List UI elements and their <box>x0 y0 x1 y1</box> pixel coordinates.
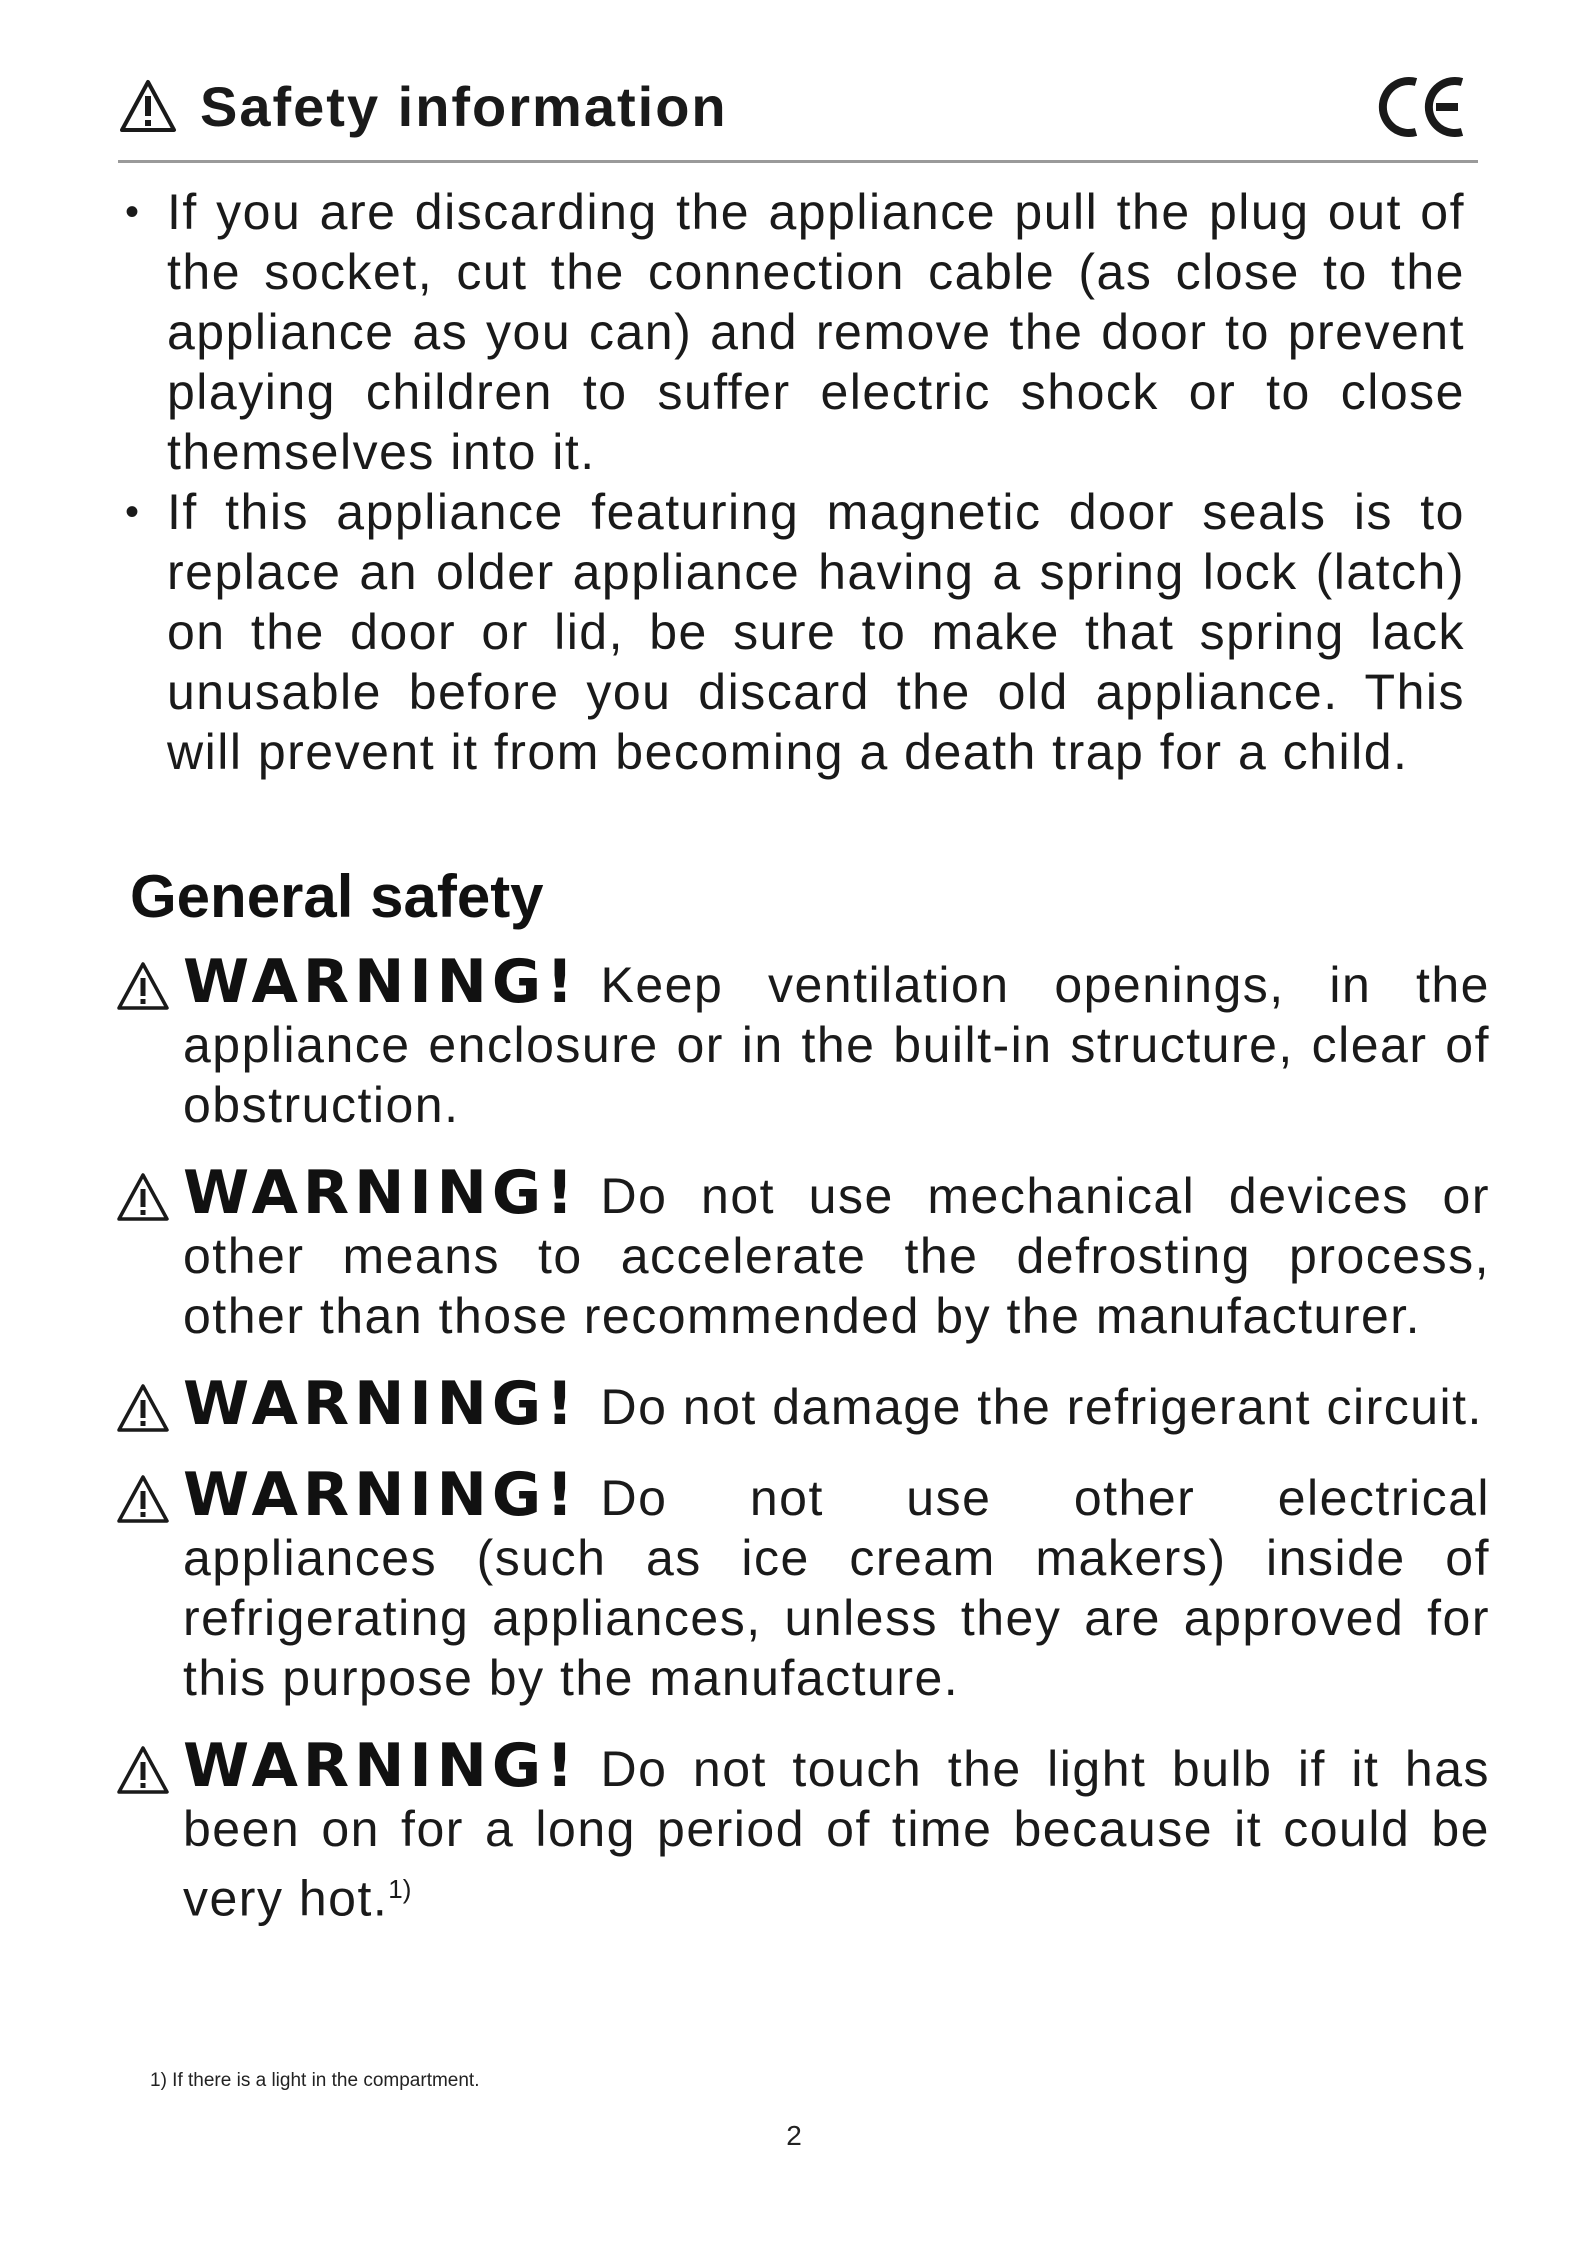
bullet-item <box>125 182 1465 482</box>
warning-item <box>115 1731 1490 1929</box>
warning-label: WARNING! <box>183 947 579 1017</box>
disposal-bullet-list <box>125 182 1465 782</box>
footnote-reference: 1) <box>388 1874 412 1904</box>
warning-item <box>115 1460 1490 1708</box>
warning-triangle-icon <box>115 1744 171 1796</box>
section-title: General safety <box>130 863 544 930</box>
warning-triangle-icon <box>115 1473 171 1525</box>
bullet-text: If you are discarding the appliance pull the plug out of the socket, cut the connection cable (as close to the appliance as you can) and remove the door to prevent playing children to suffer electric shock or to close themselves into it. <box>167 184 1465 480</box>
warning-text: Do not touch the light bulb if it has been on for a long period of time because it could be very hot. <box>183 1741 1490 1927</box>
page-number: 2 <box>786 2120 802 2151</box>
bullet-dot: • <box>125 490 141 534</box>
warning-text: Do not damage the refrigerant circuit. <box>600 1379 1483 1435</box>
warning-label: WARNING! <box>183 1731 579 1801</box>
footnote: 1) If there is a light in the compartment. <box>150 2070 480 2091</box>
warning-label: WARNING! <box>183 1369 579 1439</box>
warning-triangle-icon <box>115 1382 171 1434</box>
warning-text: Do not use other electrical appliances (such as ice cream makers) inside of refrigerating appliances, unless they are approved for this purpose by the manufacture. <box>183 1470 1490 1706</box>
warning-item <box>115 1369 1490 1439</box>
warning-item <box>115 947 1490 1135</box>
bullet-dot: • <box>125 190 141 234</box>
bullet-item <box>125 482 1465 782</box>
page-title: Safety information <box>200 75 728 138</box>
warning-text: Keep ventilation openings, in the appliance enclosure or in the built-in structure, clear of obstruction. <box>183 957 1490 1133</box>
warning-label: WARNING! <box>183 1158 579 1228</box>
warning-triangle-icon <box>115 1171 171 1223</box>
bullet-text: If this appliance featuring magnetic door seals is to replace an older appliance having a spring lock (latch) on the door or lid, be sure to make that spring lack unusable before you discard the old appliance. This will prevent it from becoming a death trap for a child. <box>167 484 1465 780</box>
ce-mark-logo <box>1376 74 1468 140</box>
warning-item <box>115 1158 1490 1346</box>
warning-list <box>115 947 1490 1957</box>
warning-triangle-icon <box>115 960 171 1012</box>
warning-triangle-icon <box>118 78 178 134</box>
warning-text: Do not use mechanical devices or other means to accelerate the defrosting process, other than those recommended by the manufacturer. <box>183 1168 1490 1344</box>
warning-label: WARNING! <box>183 1460 579 1530</box>
page-header <box>118 72 1478 163</box>
